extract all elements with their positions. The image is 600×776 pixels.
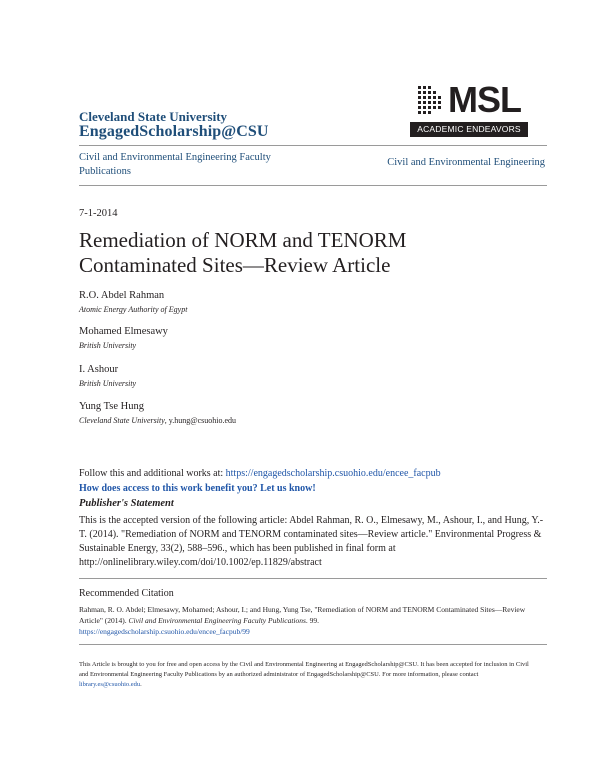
follow-label: Follow this and additional works at: (79, 468, 226, 479)
collection-series-link[interactable]: Civil and Environmental Engineering Faculty Publications (79, 152, 271, 177)
publication-date: 7-1-2014 (79, 208, 118, 219)
publisher-statement-heading: Publisher's Statement (79, 498, 174, 509)
citation-link[interactable]: https://engagedscholarship.csuohio.edu/encee_facpub/99 (79, 627, 250, 636)
msl-mark-icon (416, 84, 446, 116)
author-email: y.hung@csuohio.edu (168, 416, 237, 425)
citation-heading: Recommended Citation (79, 588, 174, 599)
divider (79, 185, 547, 186)
author-affiliation (79, 416, 236, 425)
msl-logo (410, 79, 528, 140)
citation-journal: Civil and Environmental Engineering Faculty Publications (128, 616, 306, 625)
author-name: Yung Tse Hung (79, 401, 144, 412)
benefit-link[interactable]: How does access to this work benefit you? Let us know! (79, 483, 316, 494)
repository-name[interactable]: EngagedScholarship@CSU (79, 123, 269, 140)
author-name: R.O. Abdel Rahman (79, 290, 165, 301)
department-link[interactable]: Civil and Environmental Engineering (387, 157, 545, 168)
separator: , (164, 416, 169, 425)
msl-logo-letters: MSL (448, 79, 521, 120)
citation-body (79, 604, 539, 637)
article-title-line: Remediation of NORM and TENORM (79, 228, 407, 252)
article-title (79, 228, 549, 278)
university-name: Cleveland State University (79, 109, 228, 124)
citation-number: . 99. (305, 616, 320, 625)
footer-end: . (140, 681, 142, 688)
msl-logo-tagline: ACADEMIC ENDEAVORS (410, 122, 528, 137)
divider (79, 578, 547, 579)
footer-text: This Article is brought to you for free and open access by the Civil and Environmental Engineering at EngagedScholarship@CSU. It has been accepted for inclusion in Civil and Environmental Engineering Faculty Publications by an authorized administrator of EngagedScholarship@CSU. For more information, please contact (79, 661, 529, 678)
author-affiliation: Atomic Energy Authority of Egypt (79, 305, 188, 314)
publisher-statement-body: This is the accepted version of the following article: Abdel Rahman, R. O., Elmesawy, M., Ashour, I., and Hung, Y.-T. (2014). "Remediation of NORM and TENORM contaminated sites—Review article." Environmental Progress & Sustainable Energy, 33(2), 588–596., which has been published in final form at http://onlinelibrary.wiley.com/doi/10.1002/ep.11829/abstract (79, 515, 544, 568)
article-title-line: Contaminated Sites—Review Article (79, 253, 391, 277)
divider (79, 644, 547, 645)
citation-text: Rahman, R. O. Abdel; Elmesawy, Mohamed; Ashour, I.; and Hung, Yung Tse, "Remediation of NORM and TENORM Contaminated Sites—Review Article" (2014). (79, 605, 526, 625)
affiliation-text: Cleveland State University (79, 416, 165, 425)
footer-note (79, 660, 529, 690)
divider (79, 145, 547, 146)
author-name: Mohamed Elmesawy (79, 326, 168, 337)
author-name: I. Ashour (79, 364, 119, 375)
author-affiliation: British University (79, 341, 137, 350)
follow-link[interactable]: https://engagedscholarship.csuohio.edu/encee_facpub (225, 468, 441, 479)
contact-email-link[interactable]: library.es@csuohio.edu (79, 681, 141, 688)
author-affiliation: British University (79, 379, 137, 388)
follow-line (79, 468, 441, 479)
